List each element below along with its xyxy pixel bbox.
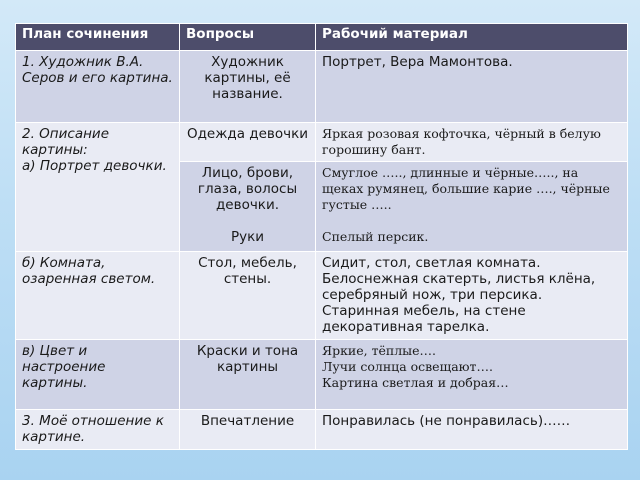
question-cell: [180, 162, 316, 252]
essay-plan-table: [15, 23, 628, 450]
material-cell: Портрет, Вера Мамонтова.: [316, 51, 628, 123]
table-header-row: [16, 24, 628, 51]
material-text: Смуглое ….., длинные и чёрные….., на щеках румянец, большие карие …., чёрные густые …..: [322, 165, 610, 212]
table-row: [16, 340, 628, 410]
question-text: Лицо, брови, глаза, волосы девочки.: [197, 165, 298, 213]
table-row: [16, 252, 628, 340]
question-cell: Краски и тона картины: [180, 340, 316, 410]
material-extra-text: Спелый персик.: [322, 229, 429, 244]
material-cell: Яркая розовая кофточка, чёрный в белую горошину бант.: [316, 123, 628, 162]
plan-cell: 1. Художник В.А. Серов и его картина.: [16, 51, 180, 123]
material-cell: [316, 162, 628, 252]
question-extra-text: Руки: [230, 229, 265, 245]
plan-cell: б) Комната, озаренная светом.: [16, 252, 180, 340]
question-cell: Художник картины, её название.: [180, 51, 316, 123]
material-cell: Понравилась (не понравилась)……: [316, 410, 628, 450]
header-plan: План сочинения: [16, 24, 180, 51]
question-cell: Стол, мебель, стены.: [180, 252, 316, 340]
plan-cell: 2. Описание картины: а) Портрет девочки.: [16, 123, 180, 252]
table-row: [16, 410, 628, 450]
header-material: Рабочий материал: [316, 24, 628, 51]
material-cell: Яркие, тёплые…. Лучи солнца освещают…. Картина светлая и добрая…: [316, 340, 628, 410]
plan-cell: в) Цвет и настроение картины.: [16, 340, 180, 410]
plan-cell: 3. Моё отношение к картине.: [16, 410, 180, 450]
header-questions: Вопросы: [180, 24, 316, 51]
table-row: [16, 51, 628, 123]
material-cell: Сидит, стол, светлая комната. Белоснежная скатерть, листья клёна, серебряный нож, три персика. Старинная мебель, на стене декоративная тарелка.: [316, 252, 628, 340]
question-cell: Впечатление: [180, 410, 316, 450]
question-cell: Одежда девочки: [180, 123, 316, 162]
table-row: [16, 123, 628, 162]
